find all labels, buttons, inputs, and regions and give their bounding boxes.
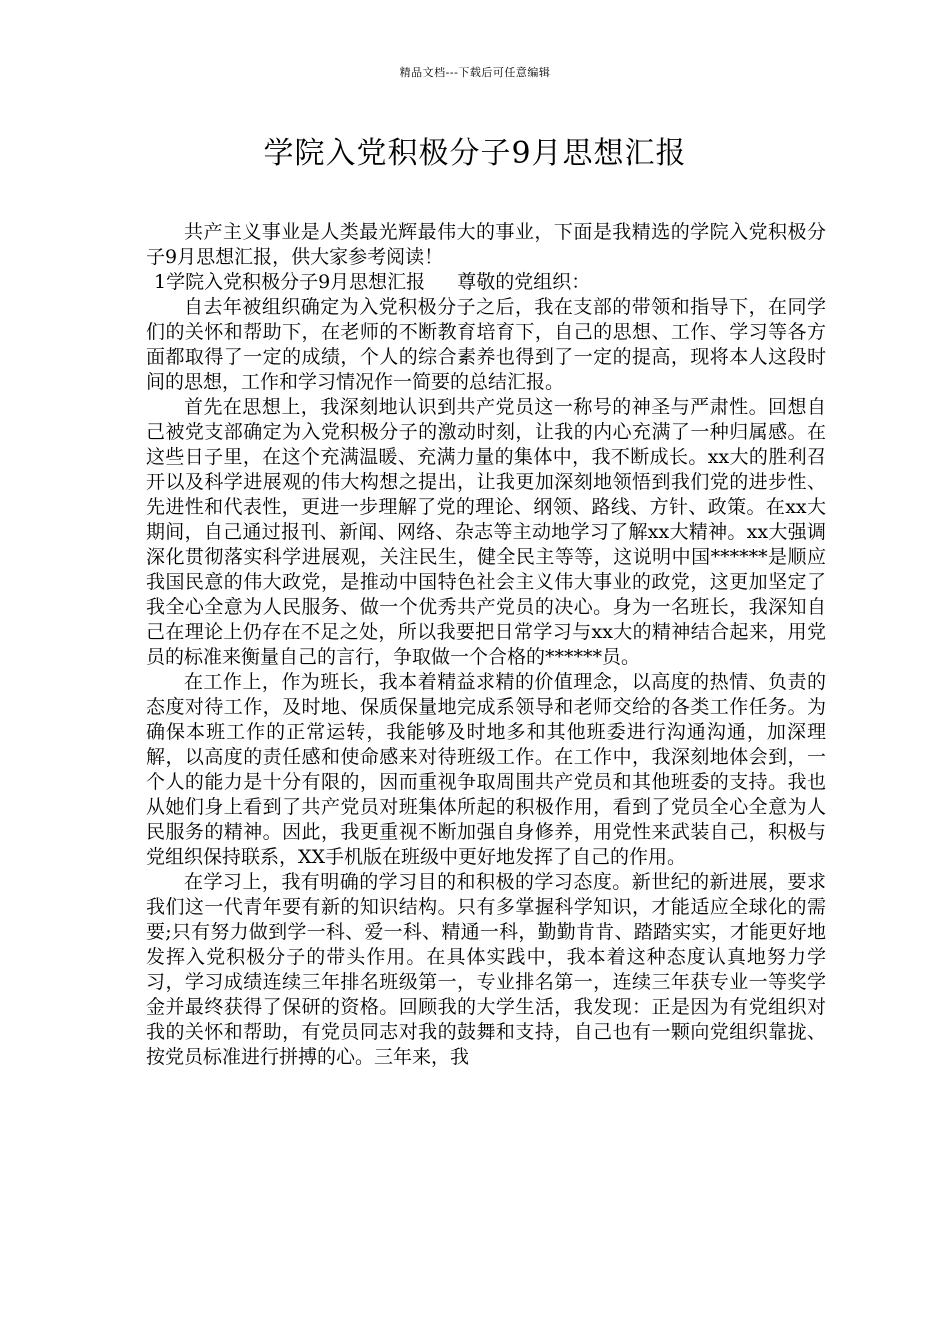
body-paragraph-3: 在工作上，作为班长，我本着精益求精的价值理念，以高度的热情、负责的态度对待工作，及时地、保质保量地完成系领导和老师交给的各类工作任务。为确保本班工作的正常运转，我能够及时地多和其他班委进行沟通沟通，加深理解，以高度的责任感和使命感来对待班级工作。在工作中，我深刻地体会到，一个人的能力是十分有限的，因而重视争取周围共产党员和其他班委的支持。我也从她们身上看到了共产党员对班集体所起的积极作用，看到了党员全心全意为人民服务的精神。因此，我更重视不断加强自身修养，用党性来武装自己，积极与党组织保持联系，XX手机版在班级中更好地发挥了自己的作用。 xyxy=(146,671,826,868)
body-paragraph-1: 自去年被组织确定为入党积极分子之后，我在支部的带领和指导下，在同学们的关怀和帮助下，在老师的不断教育培育下，自己的思想、工作、学习等各方面都取得了一定的成绩，个人的综合素养也得到了一定的提高，现将本人这段时间的思想，工作和学习情况作一简要的总结汇报。 xyxy=(146,296,826,393)
section-heading: 1学院入党积极分子9月思想汇报 xyxy=(154,271,426,293)
body-paragraph-2: 首先在思想上，我深刻地认识到共产党员这一称号的神圣与严肃性。回想自己被党支部确定为入党积极分子的激动时刻，让我的内心充满了一种归属感。在这些日子里，在这个充满温暖、充满力量的集体中，我不断成长。xx大的胜利召开以及科学进展观的伟大构想之提出，让我更加深刻地领悟到我们党的进步性、先进性和代表性，更进一步理解了党的理论、纲领、路线、方针、政策。在xx大期间，自己通过报刊、新闻、网络、杂志等主动地学习了解xx大精神。xx大强调深化贯彻落实科学进展观，关注民生，健全民主等等，这说明中国******是顺应我国民意的伟大政党，是推动中国特色社会主义伟大事业的政党，这更加坚定了我全心全意为人民服务、做一个优秀共产党员的决心。身为一名班长，我深知自己在理论上仍存在不足之处，所以我要把日常学习与xx大的精神结合起来，用党员的标准来衡量自己的言行，争取做一个合格的******员。 xyxy=(146,396,826,668)
intro-paragraph: 共产主义事业是人类最光辉最伟大的事业，下面是我精选的学院入党积极分子9月思想汇报，供大家参考阅读！ xyxy=(146,221,826,268)
section-heading-line xyxy=(146,270,826,295)
document-body xyxy=(146,220,826,1070)
document-title: 学院入党积极分子9月思想汇报 xyxy=(263,136,687,171)
page-header-note: 精品文档---下载后可任意编辑 xyxy=(399,66,551,79)
salutation: 尊敬的党组织： xyxy=(457,271,591,293)
body-paragraph-4: 在学习上，我有明确的学习目的和积极的学习态度。新世纪的新进展，要求我们这一代青年要有新的知识结构。只有多掌握科学知识，才能适应全球化的需要;只有努力做到学一科、爱一科、精通一科，勤勤肯肯、踏踏实实，才能更好地发挥入党积极分子的带头作用。在具体实践中，我本着这种态度认真地努力学习，学习成绩连续三年排名班级第一，专业排名第一，连续三年获专业一等奖学金并最终获得了保研的资格。回顾我的大学生活，我发现：正是因为有党组织对我的关怀和帮助，有党员同志对我的鼓舞和支持，自己也有一颗向党组织靠拢、按党员标准进行拼搏的心。三年来，我 xyxy=(146,871,826,1068)
